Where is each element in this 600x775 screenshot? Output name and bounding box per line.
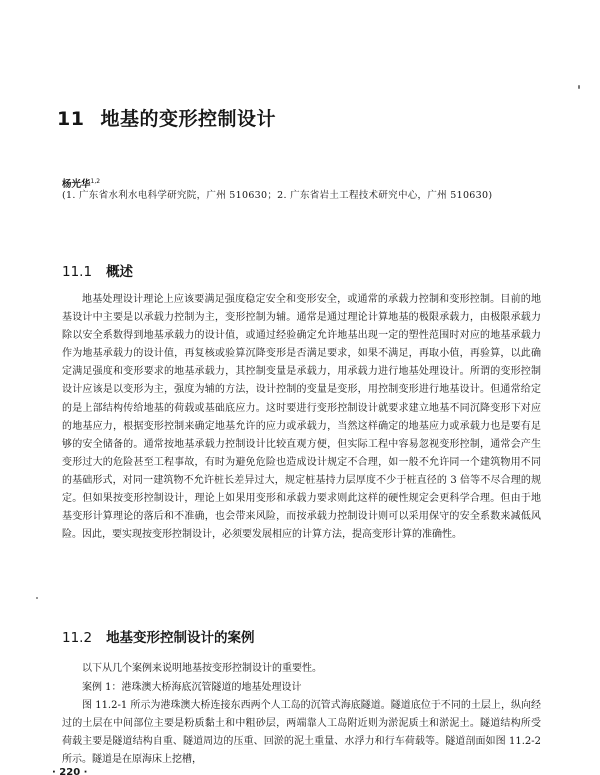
- body-paragraph: 图 11.2-1 所示为港珠澳大桥连接东西两个人工岛的沉管式海底隧道。隧道底位于不同的土层上，纵向经过的土层在中间部位主要是粉质黏土和中粗砂层，两端靠人工岛附近则为淤泥质土和淤泥土。隧道结构所受荷载主要是隧道结构自重、隧道周边的压重、回淤的泥土重量、水浮力和行车荷载等。隧道剖面如图 11.2-2 所示。隧道是在原海床上挖槽，: [62, 700, 541, 766]
- chapter-title-text: 地基的变形控制设计: [100, 108, 276, 130]
- chapter-title: [57, 104, 557, 131]
- author-name: 杨光华: [62, 179, 91, 190]
- page-number: · 220 ·: [52, 768, 88, 775]
- author-affiliation: (1. 广东省水利水电科学研究院，广州 510630；2. 广东省岩土工程技术研究中心，广州 510630): [62, 190, 493, 201]
- section-title: 概述: [106, 264, 134, 280]
- case-heading: 案例 1：港珠澳大桥海底沉管隧道的地基处理设计: [82, 682, 302, 693]
- author-affiliation-marks: 1,2: [90, 177, 101, 185]
- body-paragraph: 以下从几个案例来说明地基按变形控制设计的重要性。: [82, 663, 322, 674]
- section-number: 11.1: [62, 264, 93, 280]
- scan-artifact: [36, 597, 38, 599]
- scan-artifact: [578, 85, 580, 89]
- section-heading-cases: [62, 626, 255, 646]
- section-heading-overview: [62, 260, 133, 280]
- body-paragraph: 地基处理设计理论上应该要满足强度稳定安全和变形安全，或通常的承载力控制和变形控制。目前的地基设计中主要是以承载力控制为主，变形控制为辅。通常是通过理论计算地基的极限承载力，由极限承载力除以安全系数得到地基承载力的设计值，或通过经验确定允许地基出现一定的塑性范围时对应的地基承载力作为地基承载力的设计值，再复核或验算沉降变形是否满足要求，如果不满足，再取小值，再验算，以此确定满足强度和变形要求的地基承载力，其控制变量是承载力，用承载力进行地基处理设计。所谓的变形控制设计应该是以变形为主，强度为辅的方法，设计控制的变量是变形，用控制变形进行地基设计。但通常给定的是上部结构传给地基的荷载或基础底应力。这时要进行变形控制设计就要求建立地基不同沉降变形下对应的地基应力，根据变形控制来确定地基允许的应力或承载力，当然这样确定的地基应力或承载力也是要有足够的安全储备的。通常按地基承载力控制设计比较直观方便，但实际工程中容易忽视变形控制，通常会产生变形过大的危险甚至工程事故，有时为避免危险也造成设计规定不合理，如一般不允许同一个建筑物用不同的基础形式，对同一建筑物不允许桩长差异过大，规定桩基持力层厚度不少于桩直径的 3 倍等不尽合理的规定。但如果按变形控制设计，理论上如果用变形和承载力要求则此这样的硬性规定会更科学合理。但由于地基变形计算理论的落后和不准确，也会带来风险，而按承载力控制设计则可以采用保守的安全系数来减低风险。因此，要实现按变形控制设计，必须要发展相应的计算方法，提高变形计算的准确性。: [62, 294, 541, 541]
- section-number: 11.2: [62, 630, 93, 646]
- section-title: 地基变形控制设计的案例: [106, 630, 255, 646]
- chapter-number: 11: [57, 108, 85, 130]
